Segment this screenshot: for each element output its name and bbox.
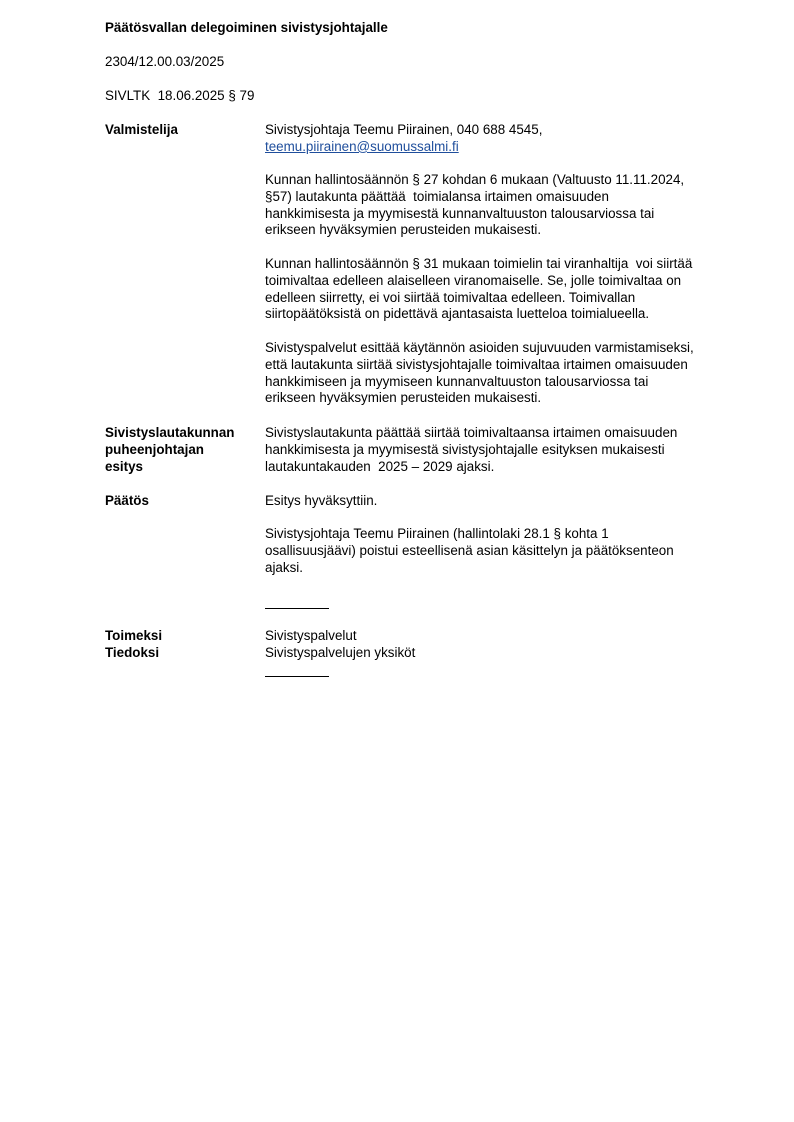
- esitys-label-line: esitys: [105, 458, 143, 474]
- valmistelija-paragraph-3: [265, 340, 745, 407]
- paragraph-line: hankkimisesta ja myymisestä kunnanvaltuuston talousarviossa tai: [265, 205, 655, 221]
- paragraph-line: edelleen siirretty, ei voi siirtää toimivaltaa edelleen. Toimivallan: [265, 289, 636, 305]
- esitys-label: [105, 425, 235, 475]
- valmistelija-paragraph-1: [265, 172, 745, 239]
- esitys-label-line: Sivistyslautakunnan: [105, 425, 235, 440]
- email-link[interactable]: teemu.piirainen@suomussalmi.fi: [265, 138, 459, 154]
- separator-line: [265, 608, 329, 609]
- paragraph-line: erikseen hyväksymien perusteiden mukaisesti.: [265, 390, 542, 406]
- tiedoksi-value: Sivistyspalvelujen yksiköt: [265, 645, 416, 660]
- esitys-line: Sivistyslautakunta päättää siirtää toimivaltaansa irtaimen omaisuuden: [265, 425, 678, 440]
- paragraph-line: siirtopäätöksistä on pidettävä ajantasaista luetteloa toimialueella.: [265, 306, 650, 322]
- paatos-note-line: osallisuusjäävi) poistui esteellisenä asian käsittelyn ja päätöksenteon: [265, 542, 674, 558]
- valmistelija-label: Valmistelija: [105, 122, 178, 137]
- paragraph-line: Kunnan hallintosäännön § 31 mukaan toimielin tai viranhaltija voi siirtää: [265, 256, 693, 271]
- valmistelija-paragraph-2: [265, 256, 745, 323]
- paatos-note: [265, 526, 745, 576]
- paragraph-line: Sivistyspalvelut esittää käytännön asioiden sujuvuuden varmistamiseksi,: [265, 340, 694, 355]
- paragraph-line: että lautakunta siirtää sivistysjohtajalle toimivaltaa irtaimen omaisuuden: [265, 356, 688, 372]
- paatos-note-line: ajaksi.: [265, 559, 303, 575]
- record-number: 2304/12.00.03/2025: [105, 54, 225, 69]
- toimeksi-value: Sivistyspalvelut: [265, 628, 357, 643]
- paragraph-line: Kunnan hallintosäännön § 27 kohdan 6 mukaan (Valtuusto 11.11.2024,: [265, 172, 685, 187]
- tiedoksi-label: Tiedoksi: [105, 645, 160, 660]
- toimeksi-label: Toimeksi: [105, 628, 163, 643]
- paatos-label: Päätös: [105, 493, 149, 508]
- paragraph-line: hankkimiseen ja myymiseen kunnanvaltuuston talousarviossa tai: [265, 373, 649, 389]
- valmistelija-content: [265, 122, 745, 156]
- esitys-line: hankkimisesta ja myymisestä sivistysjohtajalle esityksen mukaisesti: [265, 441, 665, 457]
- esitys-line: lautakuntakauden 2025 – 2029 ajaksi.: [265, 458, 495, 474]
- document-title: Päätösvallan delegoiminen sivistysjohtajalle: [105, 20, 388, 35]
- paatos-note-line: Sivistysjohtaja Teemu Piirainen (hallintolaki 28.1 § kohta 1: [265, 526, 609, 541]
- paragraph-line: erikseen hyväksymien perusteiden mukaisesti.: [265, 222, 542, 238]
- separator-line: [265, 676, 329, 677]
- esitys-label-line: puheenjohtajan: [105, 441, 204, 457]
- esitys-content: [265, 425, 745, 475]
- paragraph-line: toimivaltaa edelleen alaiselleen viranomaiselle. Se, jolle toimivaltaa on: [265, 272, 682, 288]
- meeting-reference: SIVLTK 18.06.2025 § 79: [105, 88, 255, 103]
- contact-line: Sivistysjohtaja Teemu Piirainen, 040 688 4545,: [265, 122, 543, 137]
- paatos-decision: Esitys hyväksyttiin.: [265, 493, 378, 508]
- paragraph-line: §57) lautakunta päättää toimialansa irtaimen omaisuuden: [265, 188, 609, 204]
